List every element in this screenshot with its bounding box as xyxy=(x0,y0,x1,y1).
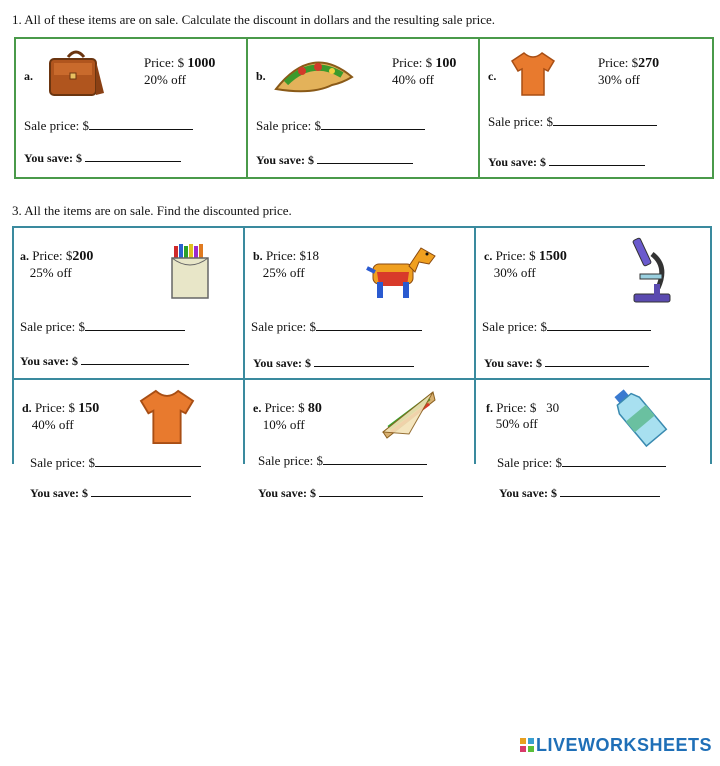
you-save-line-f: You save: $ xyxy=(499,484,660,501)
tshirt-icon xyxy=(134,386,200,448)
sandwich-icon xyxy=(379,388,439,440)
you-save-blank[interactable] xyxy=(85,149,181,162)
price-text: b. Price: $18 25% off xyxy=(253,248,320,280)
liveworksheets-logo: LIVEWORKSHEETS xyxy=(520,735,712,756)
you-save-blank[interactable] xyxy=(560,484,660,497)
you-save-line-d: You save: $ xyxy=(30,484,191,501)
section1-cell-c xyxy=(480,39,712,177)
price-text: e. Price: $ 80 10% off xyxy=(253,400,322,432)
sale-price-line-e: Sale price: $ xyxy=(258,452,427,469)
section1-instruction: 1. All of these items are on sale. Calculate the discount in dollars and the resulting sale price. xyxy=(12,12,496,27)
item-letter: c. xyxy=(488,69,497,83)
section1-table xyxy=(14,37,714,179)
sale-price-blank[interactable] xyxy=(95,454,201,467)
you-save-line-e: You save: $ xyxy=(258,484,423,501)
item-letter: b. xyxy=(256,69,266,83)
sale-price-line: Sale price: $ xyxy=(251,318,422,335)
microscope-icon xyxy=(628,234,676,306)
you-save-blank[interactable] xyxy=(545,354,649,367)
price-text: Price: $270 30% off xyxy=(598,55,660,87)
section3-cell-d xyxy=(14,380,245,464)
price-text: Price: $ 100 40% off xyxy=(392,55,457,87)
you-save-blank[interactable] xyxy=(319,484,423,497)
sale-price-blank[interactable] xyxy=(553,113,657,126)
sale-price-blank[interactable] xyxy=(547,318,651,331)
section3-cell-b xyxy=(245,228,476,380)
sale-price-line: Sale price: $ xyxy=(488,113,657,130)
you-save-line: You save: $ xyxy=(253,354,414,371)
sale-price-line: Sale price: $ xyxy=(256,117,425,134)
you-save-blank[interactable] xyxy=(91,484,191,497)
price-text: a. Price: $200 25% off xyxy=(20,248,94,280)
you-save-line: You save: $ xyxy=(20,352,189,369)
price-text: f. Price: $ 30 50% off xyxy=(486,400,560,431)
price-text: Price: $ 1000 20% off xyxy=(144,55,216,87)
sale-price-line-f: Sale price: $ xyxy=(497,454,666,471)
you-save-blank[interactable] xyxy=(549,153,645,166)
tshirt-icon xyxy=(508,49,558,99)
section3-table xyxy=(12,226,712,464)
sale-price-blank[interactable] xyxy=(85,318,185,331)
section3-cell-c xyxy=(476,228,712,380)
section3-cell-a xyxy=(14,228,245,380)
sale-price-line: Sale price: $ xyxy=(482,318,651,335)
section1-cell-a xyxy=(16,39,248,177)
sale-price-line: Sale price: $ xyxy=(20,318,185,335)
sale-price-blank[interactable] xyxy=(562,454,666,467)
taco-icon xyxy=(272,49,356,99)
sale-price-blank[interactable] xyxy=(321,117,425,130)
crayon-box-icon xyxy=(170,242,210,300)
logo-mark-icon xyxy=(520,736,534,750)
briefcase-icon xyxy=(44,47,108,99)
you-save-blank[interactable] xyxy=(314,354,414,367)
section3-cell-f xyxy=(476,380,712,464)
price-text: c. Price: $ 1500 30% off xyxy=(484,248,567,280)
sale-price-line: Sale price: $ xyxy=(24,117,193,134)
section1-cell-b xyxy=(248,39,480,177)
you-save-line: You save: $ xyxy=(484,354,649,371)
sale-price-line-d: Sale price: $ xyxy=(30,454,201,471)
item-letter: a. xyxy=(24,69,33,83)
sale-price-blank[interactable] xyxy=(89,117,193,130)
you-save-blank[interactable] xyxy=(81,352,189,365)
you-save-blank[interactable] xyxy=(317,151,413,164)
you-save-line: You save: $ xyxy=(488,153,645,170)
sale-price-blank[interactable] xyxy=(316,318,422,331)
price-text: d. Price: $ 150 40% off xyxy=(22,400,100,432)
you-save-line: You save: $ xyxy=(256,151,413,168)
sale-price-blank[interactable] xyxy=(323,452,427,465)
you-save-line: You save: $ xyxy=(24,149,181,166)
section3-instruction: 3. All the items are on sale. Find the discounted price. xyxy=(12,203,292,218)
toy-horse-icon xyxy=(363,242,439,304)
water-bottle-icon xyxy=(606,384,672,450)
